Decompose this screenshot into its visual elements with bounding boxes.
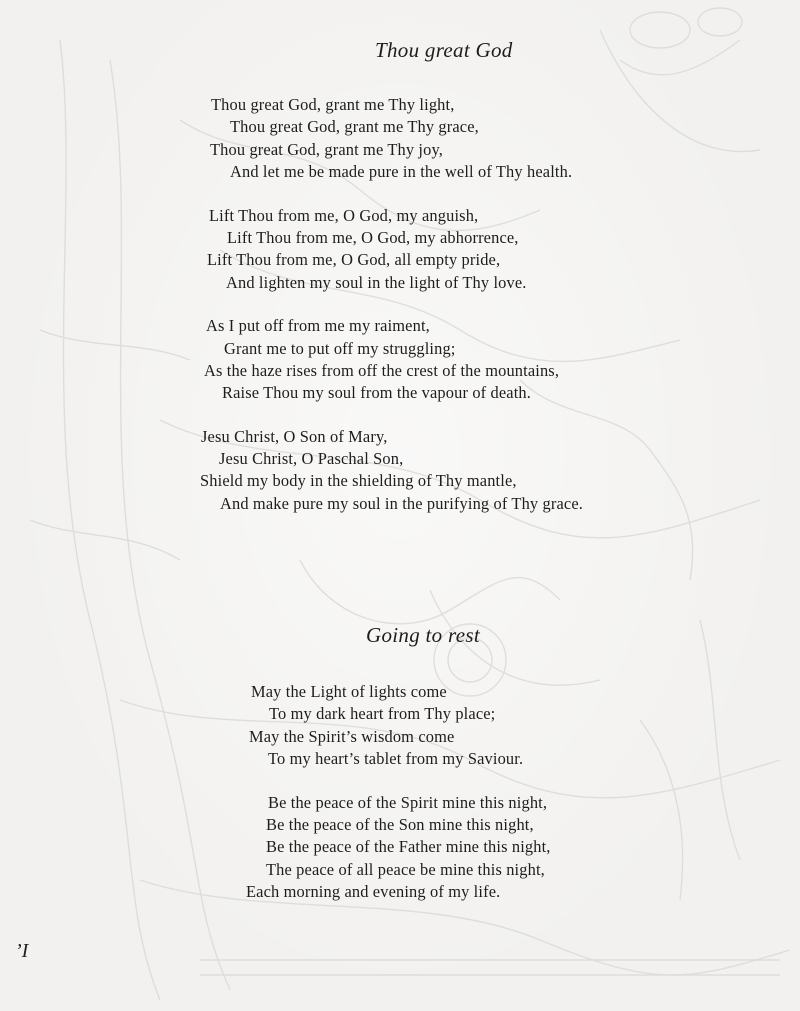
stanza: [246, 792, 551, 904]
margin-mark: ’I: [15, 940, 29, 962]
stanza: [209, 205, 583, 295]
poem-line: And make pure my soul in the purifying of Thy grace.: [220, 493, 583, 513]
poem-line: As I put off from me my raiment,: [206, 316, 430, 336]
poem-line: The peace of all peace be mine this night,: [266, 859, 545, 879]
poem-line: May the Spirit’s wisdom come: [249, 726, 455, 746]
stanza: [200, 426, 583, 516]
poem-line: Be the peace of the Father mine this night,: [266, 837, 551, 857]
poem-line: Be the peace of the Spirit mine this night,: [268, 792, 548, 812]
poem-line: Jesu Christ, O Son of Mary,: [201, 426, 388, 446]
poem-line: Raise Thou my soul from the vapour of death.: [222, 383, 532, 403]
poem-line: And lighten my soul in the light of Thy love.: [226, 272, 527, 292]
poem-title: Going to rest: [366, 623, 480, 647]
poem-body: [246, 681, 551, 904]
poem-body: [200, 94, 583, 515]
stanza: [209, 94, 583, 184]
poem-line: Be the peace of the Son mine this night,: [266, 814, 534, 834]
poem-line: Lift Thou from me, O God, my abhorrence,: [227, 227, 519, 247]
poem-line: Thou great God, grant me Thy light,: [211, 95, 455, 114]
poem-line: And let me be made pure in the well of Thy health.: [230, 162, 573, 182]
stanza: [249, 681, 551, 771]
poem-line: Shield my body in the shielding of Thy mantle,: [200, 471, 517, 491]
poem-title: Thou great God: [375, 38, 513, 62]
poem-line: Thou great God, grant me Thy joy,: [210, 139, 444, 159]
poem-line: To my dark heart from Thy place;: [269, 704, 496, 724]
poem-line: Grant me to put off my struggling;: [224, 338, 456, 358]
poem-line: Each morning and evening of my life.: [246, 882, 501, 902]
stanza: [204, 315, 583, 405]
poem-line: Lift Thou from me, O God, all empty pride,: [207, 250, 501, 270]
poem-line: Lift Thou from me, O God, my anguish,: [209, 205, 479, 225]
poem-line: Thou great God, grant me Thy grace,: [230, 117, 479, 137]
poem-line: To my heart’s tablet from my Saviour.: [268, 749, 524, 769]
poem-line: May the Light of lights come: [251, 682, 447, 701]
poem-line: As the haze rises from off the crest of the mountains,: [204, 360, 560, 380]
poem-line: Jesu Christ, O Paschal Son,: [219, 449, 404, 469]
